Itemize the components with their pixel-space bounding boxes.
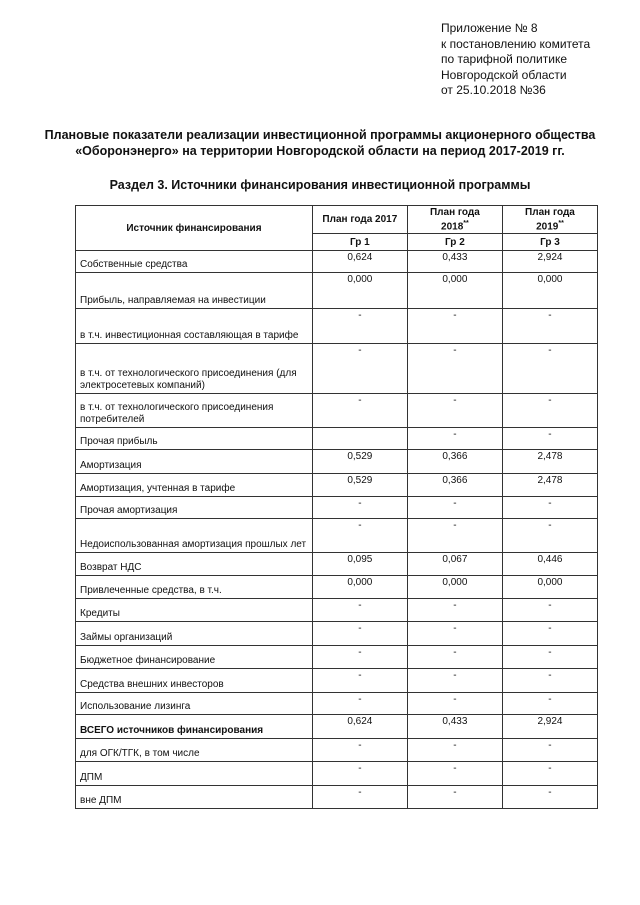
header-plan-2017: План года 2017 [312, 206, 407, 234]
row-label: в т.ч. от технологического присоединения (для электросетевых компаний) [76, 344, 313, 394]
value-gr1: 0,000 [312, 273, 407, 309]
table-row [76, 646, 598, 669]
table-row [76, 715, 598, 739]
value-gr1: 0,529 [312, 474, 407, 497]
value-gr2: 0,366 [407, 474, 502, 497]
header-gr3: Гр 3 [502, 234, 597, 251]
table-body [76, 251, 598, 809]
row-label: ВСЕГО источников финансирования [76, 715, 313, 739]
table-row [76, 428, 598, 450]
value-gr3: 2,478 [502, 450, 597, 474]
value-gr1: 0,529 [312, 450, 407, 474]
value-gr3: - [502, 599, 597, 622]
row-label: Привлеченные средства, в т.ч. [76, 576, 313, 599]
value-gr3: - [502, 786, 597, 809]
value-gr1: 0,000 [312, 576, 407, 599]
header-plan-2018-note: ** [463, 220, 469, 227]
value-gr2: - [407, 646, 502, 669]
table-row [76, 553, 598, 576]
value-gr1: 0,095 [312, 553, 407, 576]
value-gr2: 0,433 [407, 251, 502, 273]
value-gr2: 0,000 [407, 273, 502, 309]
value-gr3: - [502, 497, 597, 519]
value-gr3: - [502, 519, 597, 553]
table-row [76, 739, 598, 762]
value-gr2: - [407, 344, 502, 394]
row-label: Прибыль, направляемая на инвестиции [76, 273, 313, 309]
value-gr3: - [502, 646, 597, 669]
header-plan-2019-label: План года [525, 207, 575, 218]
value-gr3: - [502, 762, 597, 786]
row-label: Амортизация, учтенная в тарифе [76, 474, 313, 497]
row-label: Прочая прибыль [76, 428, 313, 450]
appendix-note: Приложение № 8 к постановлению комитета по тарифной политике Новгородской области от 25.10.2018 №36 [441, 21, 591, 97]
value-gr1: - [312, 344, 407, 394]
value-gr2: 0,067 [407, 553, 502, 576]
value-gr3: - [502, 693, 597, 715]
value-gr1: - [312, 599, 407, 622]
table-row [76, 394, 598, 428]
table-row [76, 762, 598, 786]
header-gr2: Гр 2 [407, 234, 502, 251]
value-gr2: - [407, 693, 502, 715]
table-row [76, 669, 598, 693]
value-gr1: - [312, 309, 407, 344]
table-row [76, 786, 598, 809]
value-gr3: - [502, 394, 597, 428]
value-gr3: - [502, 309, 597, 344]
row-label: Использование лизинга [76, 693, 313, 715]
document-title-line-2: «Оборонэнерго» на территории Новгородской области на период 2017-2019 гг. [75, 144, 565, 158]
value-gr3: - [502, 428, 597, 450]
value-gr1: - [312, 622, 407, 646]
table-row [76, 273, 598, 309]
value-gr1 [312, 428, 407, 450]
row-label: вне ДПМ [76, 786, 313, 809]
value-gr3: 0,000 [502, 273, 597, 309]
value-gr1: - [312, 739, 407, 762]
table-row [76, 474, 598, 497]
table-row [76, 693, 598, 715]
row-label: Бюджетное финансирование [76, 646, 313, 669]
value-gr3: - [502, 622, 597, 646]
header-plan-2018-label: План года [429, 207, 480, 218]
value-gr2: - [407, 497, 502, 519]
header-plan-2018-year: 2018 [441, 221, 464, 233]
row-label: Собственные средства [76, 251, 313, 273]
table-row [76, 497, 598, 519]
row-label: для ОГК/ТГК, в том числе [76, 739, 313, 762]
value-gr3: - [502, 669, 597, 693]
value-gr1: - [312, 519, 407, 553]
table-row [76, 576, 598, 599]
row-label: ДПМ [76, 762, 313, 786]
value-gr3: 0,000 [502, 576, 597, 599]
value-gr2: - [407, 786, 502, 809]
value-gr1: - [312, 646, 407, 669]
row-label: в т.ч. инвестиционная составляющая в тарифе [76, 309, 313, 344]
row-label: Кредиты [76, 599, 313, 622]
table-row [76, 251, 598, 273]
row-label: Возврат НДС [76, 553, 313, 576]
value-gr2: - [407, 622, 502, 646]
value-gr2: - [407, 309, 502, 344]
value-gr1: - [312, 693, 407, 715]
row-label: Недоиспользованная амортизация прошлых лет [76, 519, 313, 553]
value-gr2: 0,433 [407, 715, 502, 739]
header-plan-2019-year: 2019 [536, 221, 559, 233]
value-gr1: - [312, 762, 407, 786]
table-row [76, 309, 598, 344]
table-row [76, 519, 598, 553]
value-gr3: 2,924 [502, 715, 597, 739]
value-gr2: - [407, 394, 502, 428]
value-gr1: - [312, 394, 407, 428]
header-source: Источник финансирования [76, 206, 313, 251]
value-gr1: - [312, 786, 407, 809]
value-gr3: - [502, 739, 597, 762]
row-label: Средства внешних инвесторов [76, 669, 313, 693]
document-title [20, 127, 620, 159]
section-title: Раздел 3. Источники финансирования инвестиционной программы [109, 178, 531, 192]
value-gr1: 0,624 [312, 251, 407, 273]
header-plan-2019 [502, 206, 597, 234]
table-row [76, 599, 598, 622]
header-plan-2019-note: ** [558, 220, 564, 227]
value-gr2: - [407, 599, 502, 622]
value-gr3: 2,478 [502, 474, 597, 497]
value-gr1: - [312, 497, 407, 519]
value-gr3: 0,446 [502, 553, 597, 576]
table-row [76, 344, 598, 394]
header-plan-2018 [407, 206, 502, 234]
value-gr1: 0,624 [312, 715, 407, 739]
row-label: Займы организаций [76, 622, 313, 646]
value-gr2: 0,366 [407, 450, 502, 474]
value-gr2: - [407, 519, 502, 553]
value-gr3: 2,924 [502, 251, 597, 273]
value-gr3: - [502, 344, 597, 394]
value-gr2: - [407, 669, 502, 693]
row-label: Амортизация [76, 450, 313, 474]
table-row [76, 450, 598, 474]
header-gr1: Гр 1 [312, 234, 407, 251]
financing-sources-table [75, 205, 598, 809]
document-title-line-1: Плановые показатели реализации инвестиционной программы акционерного общества [44, 128, 596, 142]
value-gr2: - [407, 762, 502, 786]
row-label: Прочая амортизация [76, 497, 313, 519]
value-gr2: - [407, 428, 502, 450]
value-gr2: - [407, 739, 502, 762]
value-gr1: - [312, 669, 407, 693]
table-row [76, 622, 598, 646]
row-label: в т.ч. от технологического присоединения потребителей [76, 394, 313, 428]
value-gr2: 0,000 [407, 576, 502, 599]
